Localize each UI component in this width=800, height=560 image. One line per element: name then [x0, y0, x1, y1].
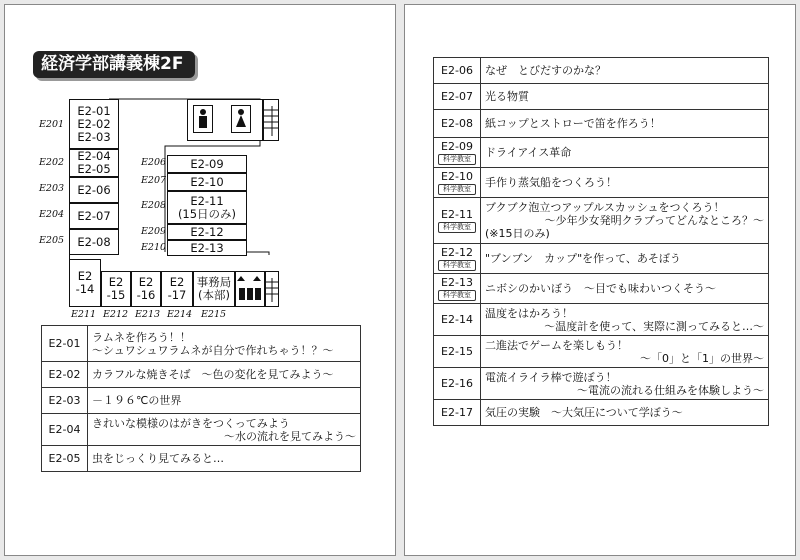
room-e212: [101, 271, 131, 307]
table-row: [434, 110, 769, 138]
row-code: E2-10 科学教室: [434, 168, 481, 198]
room-e215-office: [193, 271, 235, 307]
room-label: E2-06: [77, 182, 111, 197]
floor-map: [5, 5, 397, 325]
table-row: [434, 138, 769, 168]
table-row: [42, 414, 361, 446]
science-badge: 科学教室: [438, 222, 476, 233]
room-e203: [69, 177, 119, 203]
right-program-table: [433, 57, 769, 426]
room-number-e202: E202: [39, 157, 65, 168]
room-e208: [167, 191, 247, 224]
right-page: [404, 4, 796, 556]
room-label: E2-04: [77, 149, 111, 163]
room-e214: [161, 271, 193, 307]
room-number-e213: E213: [135, 309, 161, 320]
room-e206: [167, 155, 247, 173]
row-desc: －１９６℃の世界: [88, 388, 361, 414]
room-label: E2-10: [190, 174, 224, 189]
room-e213: [131, 271, 161, 307]
row-code: E2-16: [434, 368, 481, 400]
table-row: [434, 368, 769, 400]
row-code: E2-15: [434, 336, 481, 368]
row-desc: 手作り蒸気船をつくろう！: [481, 168, 769, 198]
science-badge: 科学教室: [438, 184, 476, 195]
row-desc: ブクブク泡立つアップルスカッシュをつくろう！ ～少年少女発明クラブってどんなところ？～ (※15日のみ): [481, 198, 769, 244]
room-number-e204: E204: [39, 209, 65, 220]
row-desc: "ブンブン カップ"を作って、あそぼう: [481, 244, 769, 274]
room-e205: [69, 229, 119, 255]
table-row: [434, 198, 769, 244]
row-desc: ニボシのかいぼう ～目でも味わいつくそう～: [481, 274, 769, 304]
room-label: E2-02: [77, 116, 111, 131]
room-number-e207: E207: [141, 175, 167, 186]
room-number-e209: E209: [141, 226, 167, 237]
room-number-e211: E211: [71, 309, 97, 320]
room-number-e206: E206: [141, 157, 167, 168]
room-e207: [167, 173, 247, 191]
table-row: [42, 362, 361, 388]
row-code: E2-06: [434, 58, 481, 84]
row-code: E2-08: [434, 110, 481, 138]
room-label: E2: [77, 269, 93, 283]
table-row: [434, 244, 769, 274]
row-code: E2-05: [42, 446, 88, 472]
room-label: E2-07: [77, 208, 111, 223]
row-desc: きれいな模様のはがきをつくってみよう ～水の流れを見てみよう～: [88, 414, 361, 446]
room-e211: [69, 259, 101, 307]
room-note: (15日のみ): [177, 206, 237, 221]
room-label: E2-05: [77, 162, 111, 176]
table-row: [42, 446, 361, 472]
row-desc: 電流イライラ棒で遊ぼう！ ～電流の流れる仕組みを体験しよう～: [481, 368, 769, 400]
science-badge: 科学教室: [438, 154, 476, 165]
table-row: [42, 326, 361, 362]
room-number-e203: E203: [39, 183, 65, 194]
room-number-e212: E212: [103, 309, 129, 320]
row-desc: 紙コップとストローで笛を作ろう！: [481, 110, 769, 138]
page-title: 経済学部講義棟2F: [33, 51, 195, 78]
row-code: E2-01: [42, 326, 88, 362]
mens-restroom-icon: [193, 105, 213, 133]
womens-restroom-icon: [231, 105, 251, 133]
room-e202: [69, 149, 119, 177]
room-number-e205: E205: [39, 235, 65, 246]
row-code: E2-09 科学教室: [434, 138, 481, 168]
room-label: E2-08: [77, 234, 111, 249]
table-row: [434, 84, 769, 110]
left-program-table: [41, 325, 361, 472]
room-e209: [167, 224, 247, 240]
room-label: E2-12: [190, 224, 224, 239]
room-label: E2-13: [190, 240, 224, 255]
row-code: E2-02: [42, 362, 88, 388]
room-label: E2: [108, 275, 124, 289]
room-label: -15: [106, 288, 126, 302]
stairs-icon: [265, 271, 279, 307]
room-number-e215: E215: [201, 309, 227, 320]
row-desc: なぜ とびだすのかな？: [481, 58, 769, 84]
elevator-icon: [235, 271, 265, 307]
room-number-e214: E214: [167, 309, 193, 320]
row-code: E2-04: [42, 414, 88, 446]
room-label: -16: [136, 288, 156, 302]
table-row: [434, 168, 769, 198]
science-badge: 科学教室: [438, 290, 476, 301]
room-number-e208: E208: [141, 200, 167, 211]
row-desc: 虫をじっくり見てみると…: [88, 446, 361, 472]
room-label: (本部): [198, 288, 230, 302]
room-label: -14: [75, 282, 95, 296]
row-desc: 気圧の実験 ～大気圧について学ぼう～: [481, 400, 769, 426]
room-label: -17: [167, 288, 187, 302]
row-desc: カラフルな焼きそば ～色の変化を見てみよう～: [88, 362, 361, 388]
room-label: E2-03: [77, 129, 111, 144]
room-label: E2-09: [190, 156, 224, 171]
left-page: [4, 4, 396, 556]
room-label: E2-01: [77, 103, 111, 118]
room-e204: [69, 203, 119, 229]
row-desc: 二進法でゲームを楽しもう！ ～「0」と「1」の世界～: [481, 336, 769, 368]
row-desc: ラムネを作ろう！！ ～シュワシュワラムネが自分で作れちゃう！？～: [88, 326, 361, 362]
room-label: E2: [169, 275, 185, 289]
row-desc: 温度をはかろう！ ～温度計を使って、実際に測ってみると…～: [481, 304, 769, 336]
row-desc: 光る物質: [481, 84, 769, 110]
row-code: E2-17: [434, 400, 481, 426]
science-badge: 科学教室: [438, 260, 476, 271]
table-row: [42, 388, 361, 414]
room-label: E2: [138, 275, 154, 289]
room-e201: [69, 99, 119, 149]
row-code: E2-03: [42, 388, 88, 414]
room-label: E2-11: [190, 193, 224, 208]
row-code: E2-11 科学教室: [434, 198, 481, 244]
table-row: [434, 274, 769, 304]
room-e210: [167, 240, 247, 256]
stairs-icon: [263, 99, 279, 141]
row-code: E2-07: [434, 84, 481, 110]
table-row: [434, 58, 769, 84]
table-row: [434, 336, 769, 368]
room-label: 事務局: [196, 275, 232, 289]
room-number-e201: E201: [39, 119, 65, 130]
table-row: [434, 304, 769, 336]
table-row: [434, 400, 769, 426]
row-code: E2-14: [434, 304, 481, 336]
row-code: E2-13 科学教室: [434, 274, 481, 304]
row-code: E2-12 科学教室: [434, 244, 481, 274]
row-desc: ドライアイス革命: [481, 138, 769, 168]
room-number-e210: E210: [141, 242, 167, 253]
